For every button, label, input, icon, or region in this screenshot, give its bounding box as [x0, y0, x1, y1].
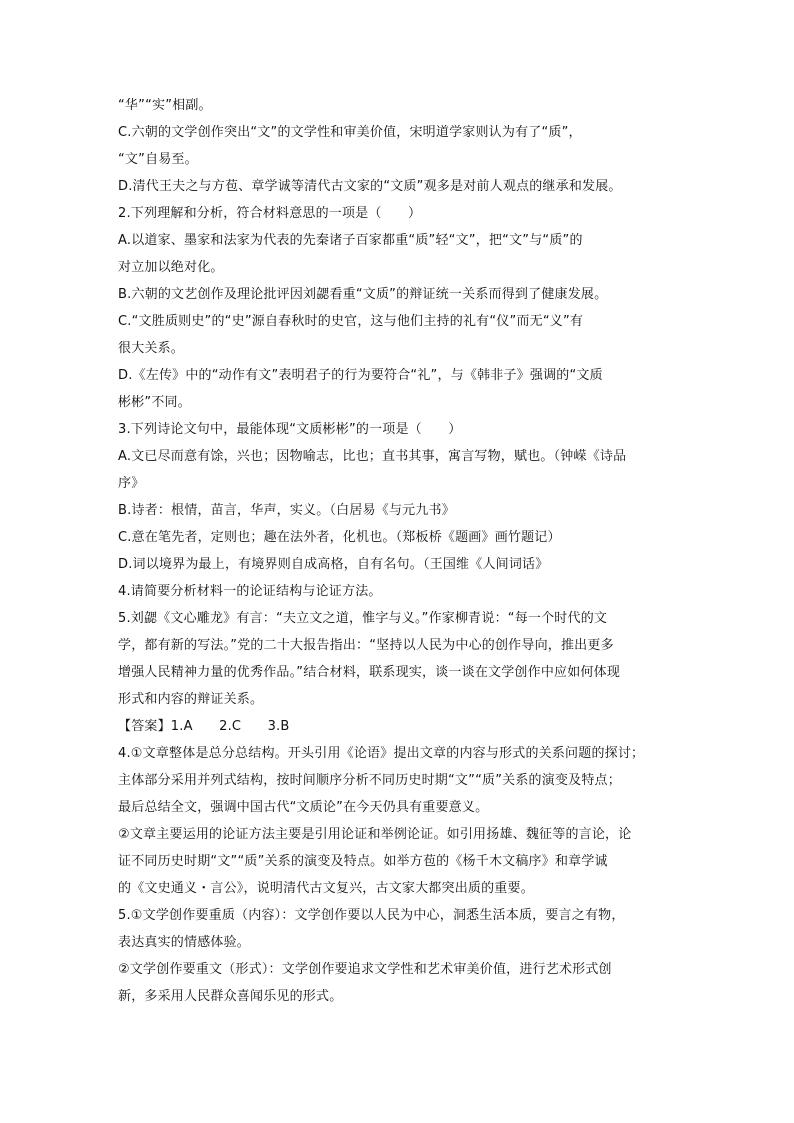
- option-a: A.以道家、墨家和法家为代表的先秦诸子百家都重“质”轻“文”，把“文”与“质”的: [118, 233, 583, 248]
- text-line: C.六朝的文学创作突出“文”的文学性和审美价值，宋明道学家则认为有了“质”，: [118, 125, 582, 140]
- question-2-stem: 2.下列理解和分析，符合材料意思的一项是（ ）: [118, 206, 422, 221]
- answer-5-part-1: 5.①文学创作要重质（内容）：文学创作要以人民为中心，洞悉生活本质，要言之有物，: [118, 908, 625, 923]
- option-d: D.《左传》中的“动作有文”表明君子的行为要符合“礼”，与《韩非子》强调的“文质: [118, 368, 603, 383]
- option-b: B.诗者：根情，苗言，华声，实义。（白居易《与元九书》: [118, 503, 455, 518]
- text-line: 增强人民精神力量的优秀作品。”结合材料，联系现实，谈一谈在文学创作中应如何体现: [118, 665, 621, 680]
- option-c: C.“文胜质则史”的“史”源自春秋时的史官，这与他们主持的礼有“仪”而无“义”有: [118, 314, 584, 329]
- text-line: 表达真实的情感体验。: [118, 935, 251, 950]
- text-line: “华”“实”相副。: [118, 98, 212, 113]
- text-line: 形式和内容的辩证关系。: [118, 692, 264, 707]
- text-line: 主体部分采用并列式结构，按时间顺序分析不同历史时期“文”“质”关系的演变及特点；: [118, 773, 621, 788]
- answer-4-part-1: 4.①文章整体是总分总结构。开头引用《论语》提出文章的内容与形式的关系问题的探讨；: [118, 746, 645, 761]
- question-5-stem: 5.刘勰《文心雕龙》有言：“夫立文之道，惟字与义。”作家柳青说：“每一个时代的文: [118, 611, 608, 626]
- option-d: D.词以境界为最上，有境界则自成高格，自有名句。（王国维《人间词话》: [118, 557, 549, 572]
- text-line: 彬彬”不同。: [118, 395, 191, 410]
- option-a: A.文已尽而意有馀，兴也；因物喻志，比也；直书其事，寓言写物，赋也。（钟嵘《诗品: [118, 449, 627, 464]
- text-line: 新，多采用人民群众喜闻乐见的形式。: [118, 989, 343, 1004]
- answer-4-part-2: ②文章主要运用的论证方法主要是引用论证和举例论证。如引用扬雄、魏征等的言论，论: [118, 827, 632, 842]
- text-line: 序》: [118, 476, 145, 491]
- option-b: B.六朝的文艺创作及理论批评因刘勰看重“文质”的辩证统一关系而得到了健康发展。: [118, 287, 608, 302]
- text-line: 证不同历史时期“文”“质”关系的演变及特点。如举方苞的《杨千木文稿序》和章学诚: [118, 854, 608, 869]
- text-line: 学，都有新的写法。”党的二十大报告指出：“坚持以人民为中心的创作导向，推出更多: [118, 638, 614, 653]
- text-line: 的《文史通义・言公》，说明清代古文复兴，古文家大都突出质的重要。: [118, 881, 534, 896]
- text-line: 对立加以绝对化。: [118, 260, 224, 275]
- question-4-stem: 4.请简要分析材料一的论证结构与论证方法。: [118, 584, 382, 599]
- option-c: C.意在笔先者，定则也；趣在法外者，化机也。（郑板桥《题画》画竹题记）: [118, 530, 561, 545]
- question-3-stem: 3.下列诗论文句中，最能体现“文质彬彬”的一项是（ ）: [118, 422, 462, 437]
- text-line: 很大关系。: [118, 341, 185, 356]
- answer-heading: 【答案】1.A 2.C 3.B: [118, 719, 290, 734]
- text-line: D.清代王夫之与方苞、章学诚等清代古文家的“文质”观多是对前人观点的继承和发展。: [118, 179, 622, 194]
- answer-5-part-2: ②文学创作要重文（形式）：文学创作要追求文学性和艺术审美价值，进行艺术形式创: [118, 962, 612, 977]
- text-line: “文”自易至。: [118, 152, 198, 167]
- text-line: 最后总结全文，强调中国古代“文质论”在今天仍具有重要意义。: [118, 800, 489, 815]
